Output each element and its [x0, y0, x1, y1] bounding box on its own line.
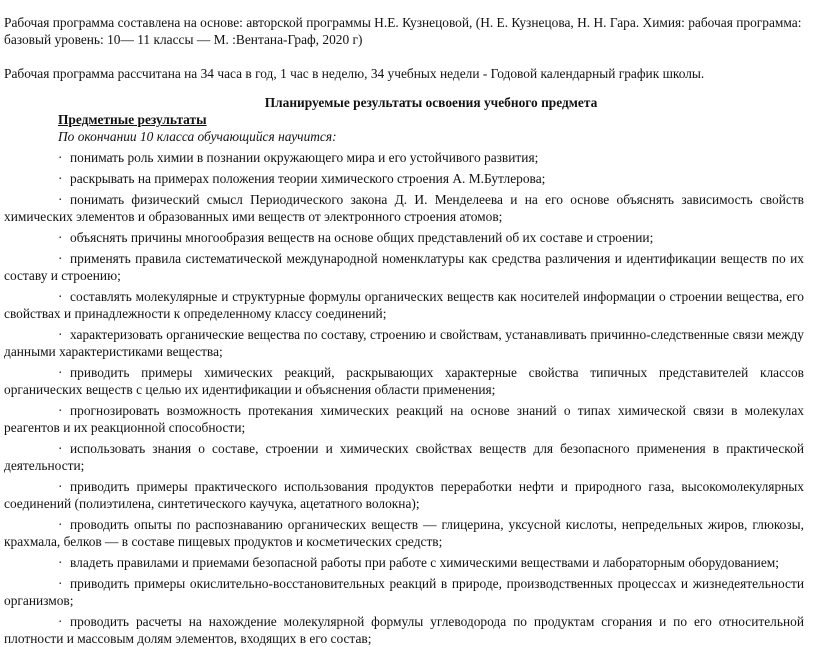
- list-item-text: понимать физический смысл Периодического закона Д. И. Менделеева и на его основе объяснять зависимость свойств химических элементов и образованных ими веществ от электронного строения атомов;: [4, 192, 804, 224]
- list-item: [4, 575, 804, 609]
- list-item: [4, 288, 804, 322]
- list-item: [4, 613, 804, 647]
- list-item-text: понимать роль химии в познании окружающего мира и его устойчивого развития;: [70, 150, 539, 165]
- list-item: [4, 440, 804, 474]
- bullet-icon: ·: [58, 327, 63, 342]
- results-list: [4, 149, 804, 647]
- list-item-text: характеризовать органические вещества по составу, строению и свойствам, устанавливать причинно-следственные связи между данными характеристиками вещества;: [4, 327, 804, 359]
- bullet-icon: ·: [58, 479, 63, 494]
- list-item-text: раскрывать на примерах положения теории химического строения А. М.Бутлерова;: [70, 171, 546, 186]
- list-item-text: использовать знания о составе, строении и химических свойствах веществ для безопасного применения в практической деятельности;: [4, 441, 804, 473]
- list-item: [4, 250, 804, 284]
- list-item: [4, 170, 804, 187]
- list-item-text: владеть правилами и приемами безопасной работы при работе с химическими веществами и лабораторным оборудованием;: [70, 555, 779, 570]
- intro-paragraph-source: Рабочая программа составлена на основе: авторской программы Н.Е. Кузнецовой, (Н. Е. Кузнецова, Н. Н. Гара. Химия: рабочая программа: базовый уровень: 10— 11 классы — М. :Вентана-Граф, 2020 г): [4, 15, 802, 47]
- list-item: [4, 516, 804, 550]
- intro-paragraph-hours: Рабочая программа рассчитана на 34 часа в год, 1 час в неделю, 34 учебных недели - Годовой календарный график школы.: [4, 66, 705, 81]
- bullet-icon: ·: [58, 441, 63, 456]
- list-item-text: объяснять причины многообразия веществ на основе общих представлений об их составе и строении;: [70, 230, 654, 245]
- list-item-text: приводить примеры окислительно-восстановительных реакций в природе, производственных процессах и жизнедеятельности организмов;: [4, 576, 804, 608]
- list-item: [4, 191, 804, 225]
- list-item-text: применять правила систематической международной номенклатуры как средства различения и идентификации веществ по их составу и строению;: [4, 251, 804, 283]
- bullet-icon: ·: [58, 192, 63, 207]
- bullet-icon: ·: [58, 150, 63, 165]
- lead-in-text: По окончании 10 класса обучающийся научится:: [58, 129, 337, 144]
- list-item-text: приводить примеры практического использования продуктов переработки нефти и природного газа, высокомолекулярных соединений (полиэтилена, синтетического каучука, ацетатного волокна);: [4, 479, 804, 511]
- list-item-text: составлять молекулярные и структурные формулы органических веществ как носителей информации о строении вещества, его свойствах и принадлежности к определенному классу соединений;: [4, 289, 804, 321]
- list-item-text: прогнозировать возможность протекания химических реакций на основе знаний о типах химической связи в молекулах реагентов и их реакционной способности;: [4, 403, 804, 435]
- subsection-heading: Предметные результаты: [58, 112, 207, 127]
- bullet-icon: ·: [58, 365, 63, 380]
- bullet-icon: ·: [58, 230, 63, 245]
- list-item-text: проводить расчеты на нахождение молекулярной формулы углеводорода по продуктам сгорания и по его относительной плотности и массовым долям элементов, входящих в его состав;: [4, 614, 804, 646]
- list-item: [4, 554, 804, 571]
- list-item: [4, 478, 804, 512]
- bullet-icon: ·: [58, 517, 63, 532]
- paragraph-gap: [58, 48, 804, 65]
- list-item: [4, 149, 804, 166]
- list-item-text: проводить опыты по распознаванию органических веществ — глицерина, уксусной кислоты, непредельных жиров, глюкозы, крахмала, белков — в составе пищевых продуктов и косметических средств;: [4, 517, 804, 549]
- list-item-text: приводить примеры химических реакций, раскрывающих характерные свойства типичных представителей классов органических веществ с целью их идентификации и объяснения области применения;: [4, 365, 804, 397]
- list-item: [4, 229, 804, 246]
- bullet-icon: ·: [58, 576, 63, 591]
- bullet-icon: ·: [58, 614, 63, 629]
- list-item: [4, 402, 804, 436]
- bullet-icon: ·: [58, 403, 63, 418]
- bullet-icon: ·: [58, 289, 63, 304]
- list-item: [4, 326, 804, 360]
- bullet-icon: ·: [58, 251, 63, 266]
- bullet-icon: ·: [58, 555, 63, 570]
- section-title: Планируемые результаты освоения учебного предмета: [264, 95, 598, 110]
- bullet-icon: ·: [58, 171, 63, 186]
- list-item: [4, 364, 804, 398]
